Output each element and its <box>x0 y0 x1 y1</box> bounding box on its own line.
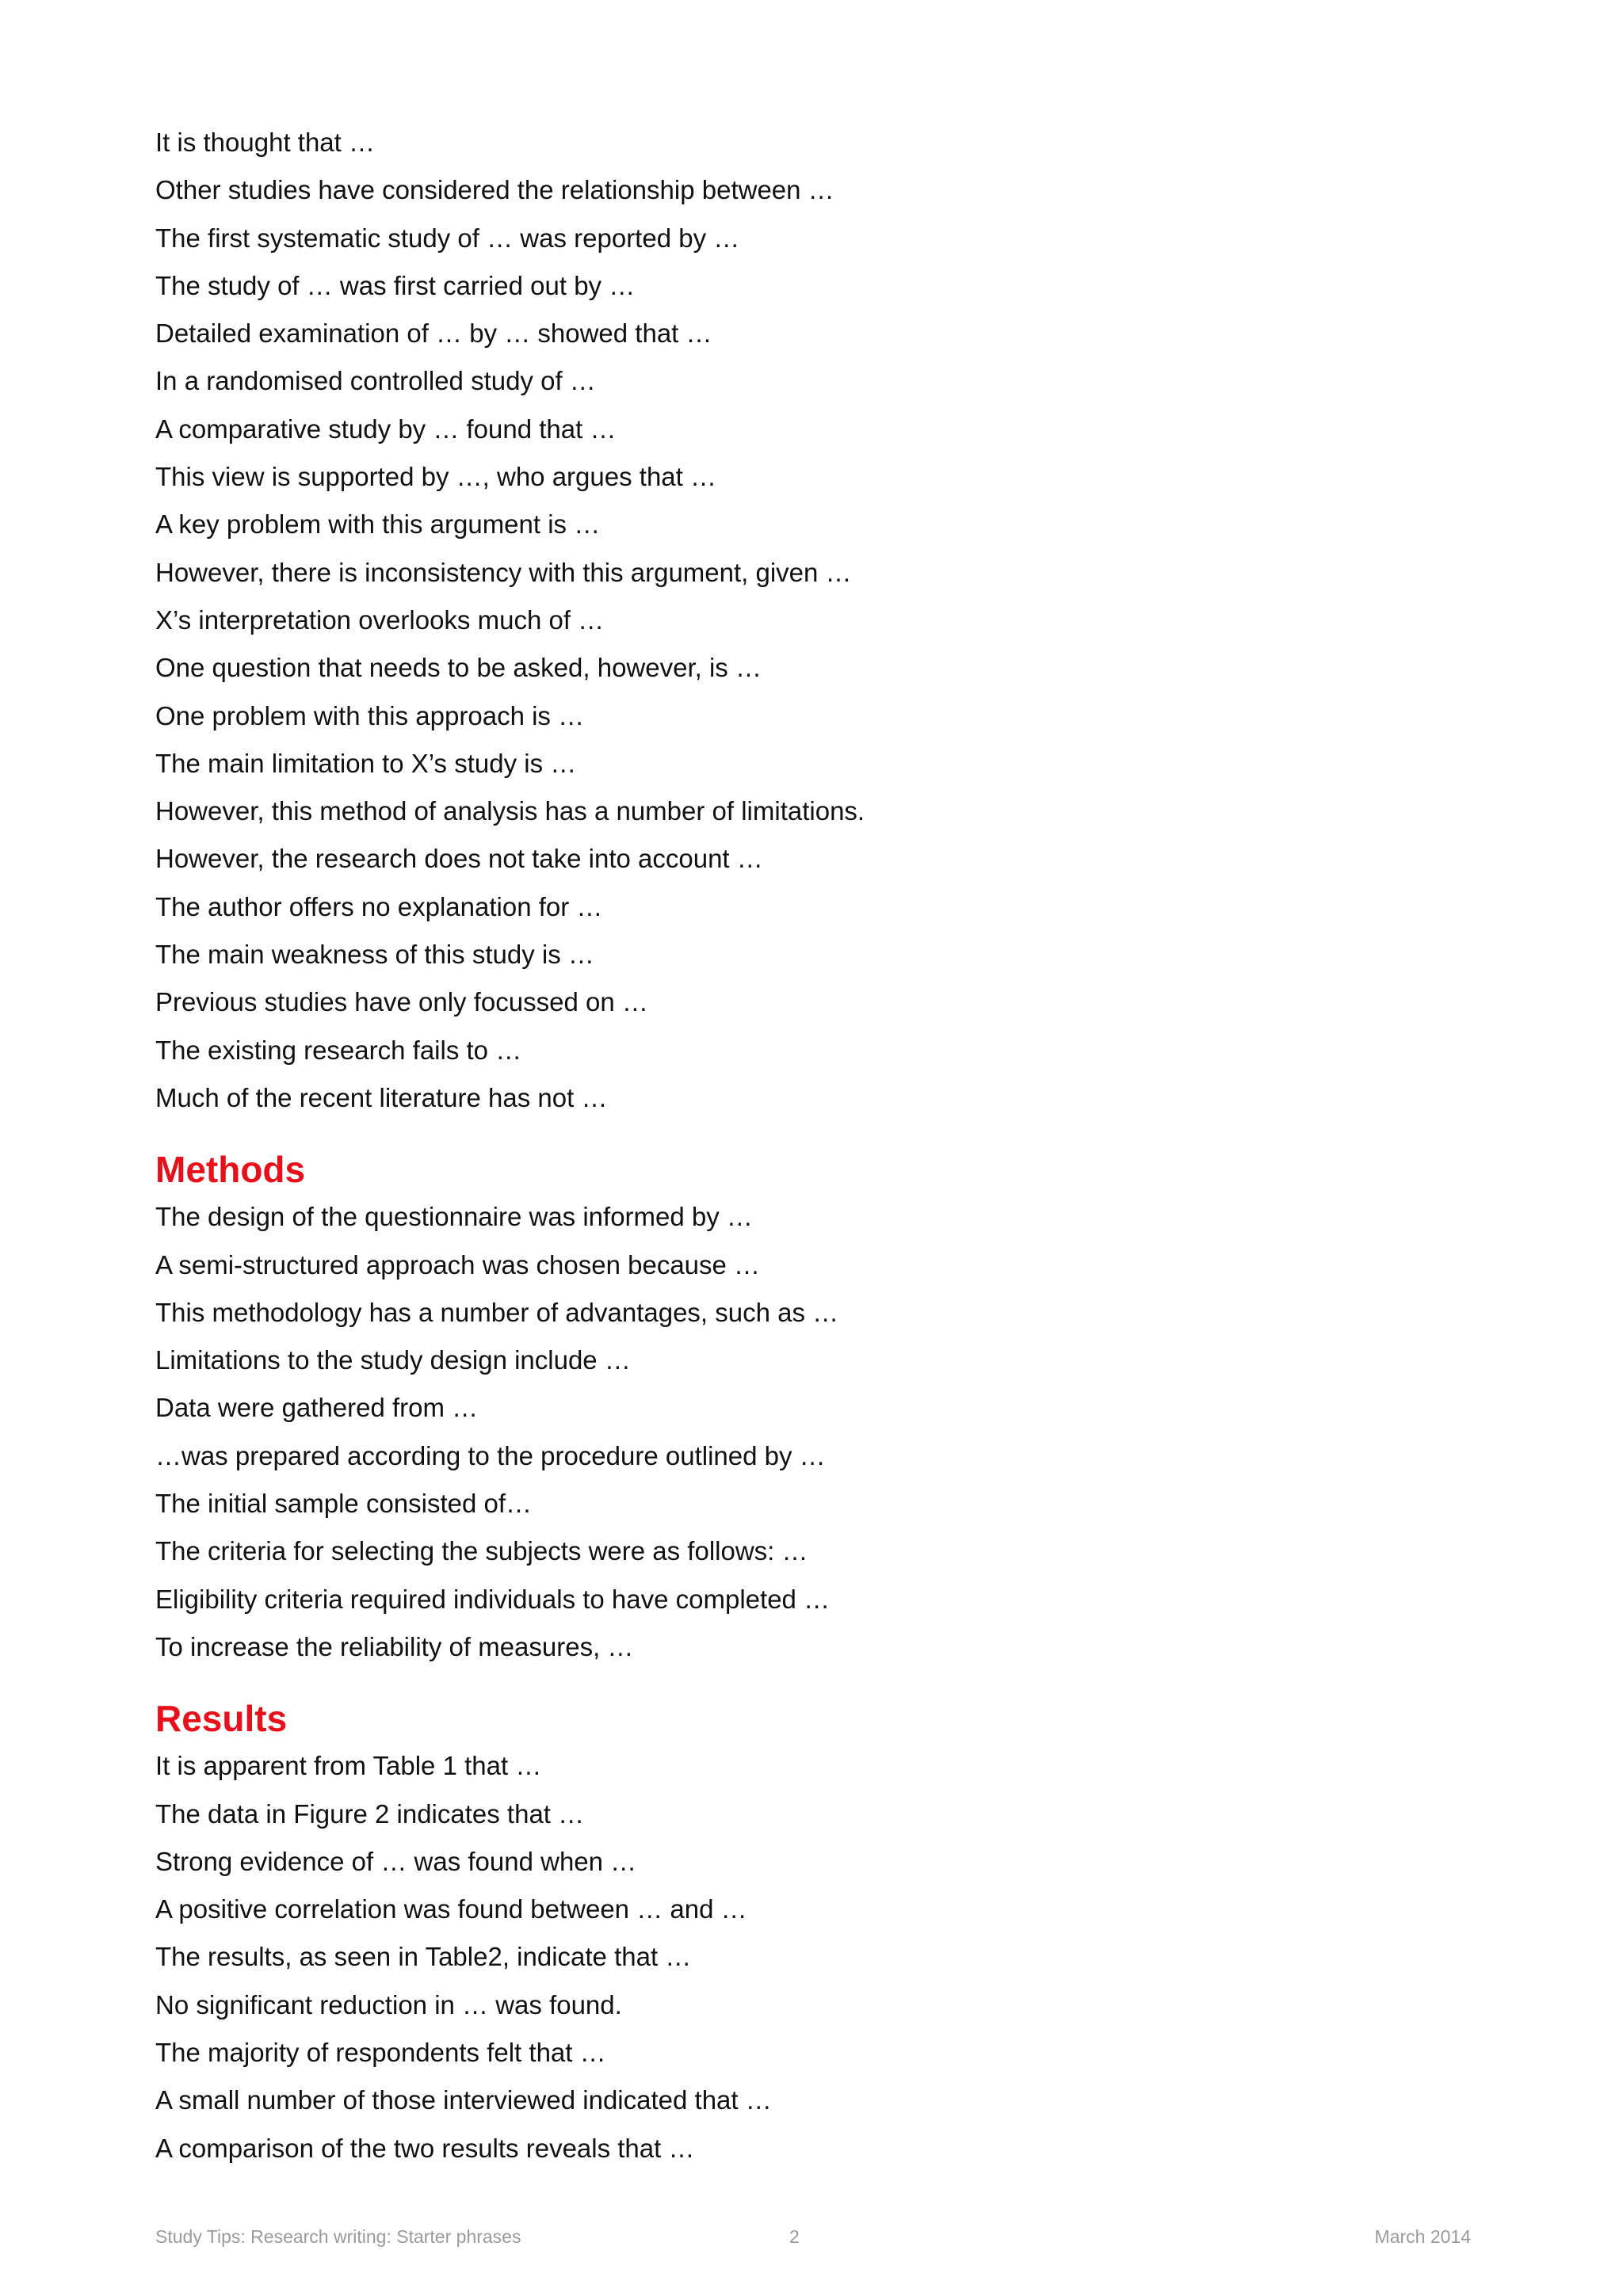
phrase-line: The first systematic study of … was reported by … <box>155 223 740 253</box>
phrase-line: Strong evidence of … was found when … <box>155 1846 637 1876</box>
phrase-line: Limitations to the study design include … <box>155 1345 631 1375</box>
phrase-line: Eligibility criteria required individuals to have completed … <box>155 1584 831 1614</box>
phrase-line: The study of … was first carried out by … <box>155 270 636 300</box>
phrase-line: One question that needs to be asked, however, is … <box>155 653 762 683</box>
phrase-line: A comparative study by … found that … <box>155 414 617 444</box>
phrase-line: The main limitation to X’s study is … <box>155 748 577 778</box>
page-number: 2 <box>789 2226 800 2247</box>
phrase-line: The main weakness of this study is … <box>155 940 594 970</box>
phrase-line: Detailed examination of … by … showed that … <box>155 318 712 349</box>
phrase-line: A positive correlation was found between … and … <box>155 1894 747 1924</box>
phrase-line: The results, as seen in Table2, indicate that … <box>155 1942 692 1972</box>
methods-heading: Methods <box>155 1149 306 1191</box>
phrase-line: The author offers no explanation for … <box>155 891 603 921</box>
phrase-line: This view is supported by …, who argues that … <box>155 462 716 492</box>
phrase-line: The data in Figure 2 indicates that … <box>155 1798 585 1829</box>
results-heading: Results <box>155 1698 288 1740</box>
page-footer <box>155 2226 1471 2258</box>
phrase-line: It is apparent from Table 1 that … <box>155 1751 542 1781</box>
phrase-line: The majority of respondents felt that … <box>155 2037 606 2067</box>
phrase-line: The criteria for selecting the subjects were as follows: … <box>155 1536 808 1566</box>
phrase-line: Data were gathered from … <box>155 1393 479 1423</box>
phrase-line: One problem with this approach is … <box>155 700 585 730</box>
phrase-line: No significant reduction in … was found. <box>155 1989 622 2019</box>
phrase-line: X’s interpretation overlooks much of … <box>155 605 605 635</box>
phrase-line: The design of the questionnaire was informed by … <box>155 1202 753 1232</box>
intro-phrase-list <box>155 119 1503 1122</box>
phrase-line: It is thought that … <box>155 128 375 157</box>
phrase-line: Previous studies have only focussed on … <box>155 987 648 1017</box>
phrase-line: A semi-structured approach was chosen because … <box>155 1249 761 1280</box>
page-content <box>155 119 1503 2172</box>
phrase-line: However, this method of analysis has a number of limitations. <box>155 796 865 826</box>
phrase-line: The initial sample consisted of… <box>155 1489 533 1519</box>
phrase-line: The existing research fails to … <box>155 1035 522 1065</box>
footer-title: Study Tips: Research writing: Starter phrases <box>155 2226 521 2247</box>
results-section <box>155 1695 1503 2172</box>
phrase-line: …was prepared according to the procedure outlined by … <box>155 1440 826 1470</box>
phrase-line: A comparison of the two results reveals that … <box>155 2133 695 2163</box>
methods-section <box>155 1146 1503 1671</box>
phrase-line: In a randomised controlled study of … <box>155 366 596 396</box>
phrase-line: However, there is inconsistency with this argument, given … <box>155 557 852 587</box>
phrase-line: However, the research does not take into account … <box>155 844 763 874</box>
phrase-line: To increase the reliability of measures, … <box>155 1631 634 1661</box>
phrase-line: Other studies have considered the relationship between … <box>155 175 834 205</box>
phrase-line: A small number of those interviewed indicated that … <box>155 2085 772 2115</box>
phrase-line: This methodology has a number of advantages, such as … <box>155 1297 839 1327</box>
phrase-line: Much of the recent literature has not … <box>155 1082 608 1112</box>
footer-date: March 2014 <box>1374 2226 1471 2247</box>
phrase-line: A key problem with this argument is … <box>155 509 601 540</box>
